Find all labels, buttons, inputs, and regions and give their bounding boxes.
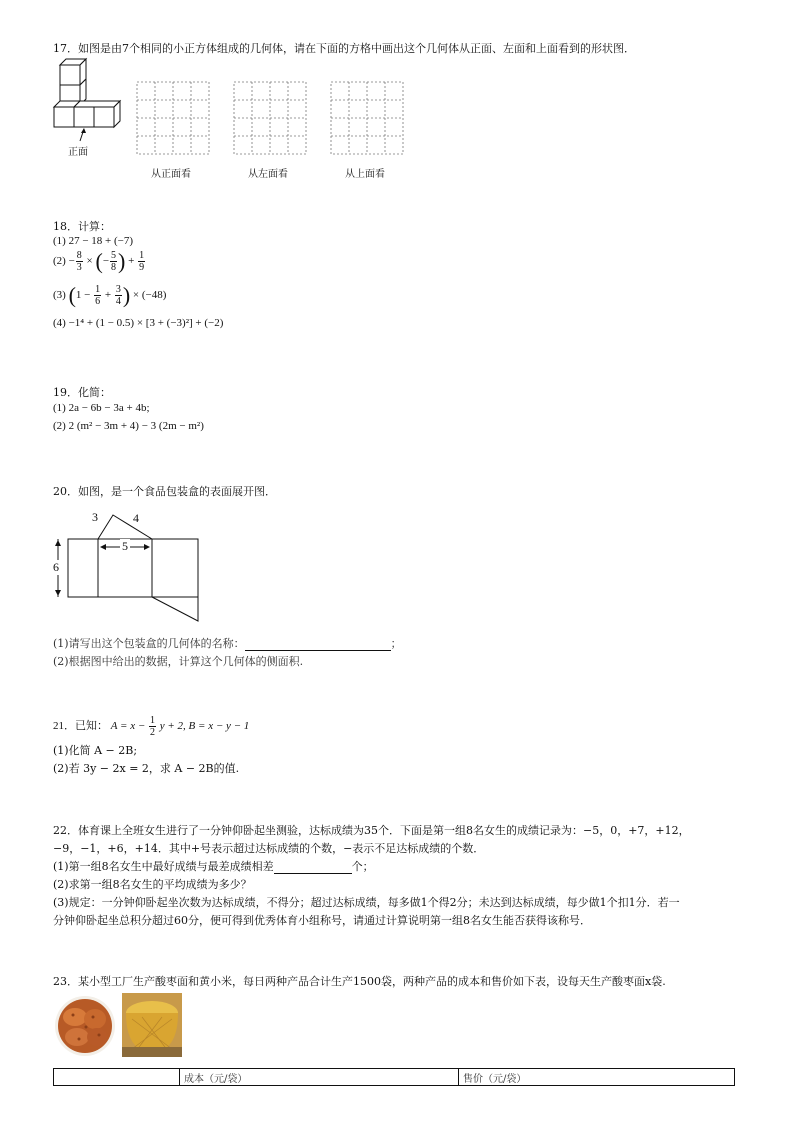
q20-part1: (1)请写出这个包装盒的几何体的名称： ； [53, 637, 402, 650]
q21-part2: (2)若 3y − 2x = 2，求 A − 2B的值. [53, 762, 240, 775]
q22-part1: (1)第一组8名女生中最好成绩与最差成绩相差 个； [53, 860, 374, 873]
q22-part3a: (3)规定：一分钟仰卧起坐次数为达标成绩，不得分；超过达标成绩，每多做1个得2分；未达到达标成绩，每少做1个扣1分．若一 [53, 896, 680, 909]
q19-part1: (1) 2a − 6b − 3a + 4b; [53, 402, 150, 414]
dim-3: 3 [92, 510, 98, 524]
grid-top[interactable] [331, 82, 406, 157]
grid-label-front: 从正面看 [151, 169, 191, 180]
q20-part2: (2)根据图中给出的数据，计算这个几何体的侧面积. [53, 655, 304, 668]
millet-photo [122, 993, 182, 1057]
cube-figure [52, 55, 132, 135]
table-header-row [54, 1069, 735, 1086]
q23-text: 23．某小型工厂生产酸枣面和黄小米，每日两种产品合计生产1500袋，两种产品的成本和售价如下表，设每天生产酸枣面x袋. [53, 975, 666, 988]
q20-title: 20．如图，是一个食品包装盒的表面展开图． [53, 485, 276, 498]
jujube-cake-photo [53, 995, 117, 1057]
front-label: 正面 [68, 147, 88, 158]
q21-title: 21．已知： A = x − $\frac{1}{2}$ y + 2, B = x − y − 1 [53, 715, 250, 738]
grid-label-left: 从左面看 [248, 169, 288, 180]
dim-4: 4 [133, 511, 139, 525]
table-header-cell [54, 1069, 180, 1086]
grid-left[interactable] [234, 82, 309, 157]
dim-5: 5 [122, 539, 128, 553]
q22-part2: (2)求第一组8名女生的平均成绩为多少？ [53, 878, 252, 891]
q18-part1: (1) 27 − 18 + (−7) [53, 235, 134, 247]
table-header-cell: 售价（元/袋） [459, 1069, 735, 1086]
q18-title: 18．计算： [53, 220, 111, 233]
q22-line2: −9，−1，+6，+14．其中+号表示超过达标成绩的个数，−表示不足达标成绩的个数． [53, 842, 485, 855]
grid-label-top: 从上面看 [345, 169, 385, 180]
q18-part3: (3) (1 − $\frac{1}{6}$ + $\frac{3}{4}$ ) × (−48) [53, 282, 167, 308]
table-header-cell: 成本（元/袋） [180, 1069, 459, 1086]
q17-text: 17．如图是由7个相同的小正方体组成的几何体，请在下面的方格中画出这个几何体从正面、左面和上面看到的形状图． [53, 42, 635, 55]
q22-part3b: 分钟仰卧起坐总积分超过60分，便可得到优秀体育小组称号，请通过计算说明第一组8名女生能否获得该称号． [53, 914, 591, 927]
grid-front[interactable] [137, 82, 212, 157]
q19-title: 19．化简： [53, 386, 111, 399]
q21-part1: (1)化简 A − 2B; [53, 744, 138, 757]
dim-6: 6 [53, 560, 59, 574]
q22-line1: 22．体育课上全班女生进行了一分钟仰卧起坐测验，达标成绩为35个．下面是第一组8名女生的成绩记录为：−5，0，+7，+12， [53, 824, 690, 837]
net-diagram [50, 505, 210, 625]
q18-part2: (2) − $\frac{8}{3}$ × (− $\frac{5}{8}$ ) + $\frac{1}{9}$ [53, 248, 145, 274]
q19-part2: (2) 2 (m² − 3m + 4) − 3 (2m − m²) [53, 420, 204, 432]
q18-part4: (4) −1⁴ + (1 − 0.5) × [3 + (−3)²] + (−2) [53, 317, 224, 329]
cost-price-table [53, 1068, 735, 1086]
